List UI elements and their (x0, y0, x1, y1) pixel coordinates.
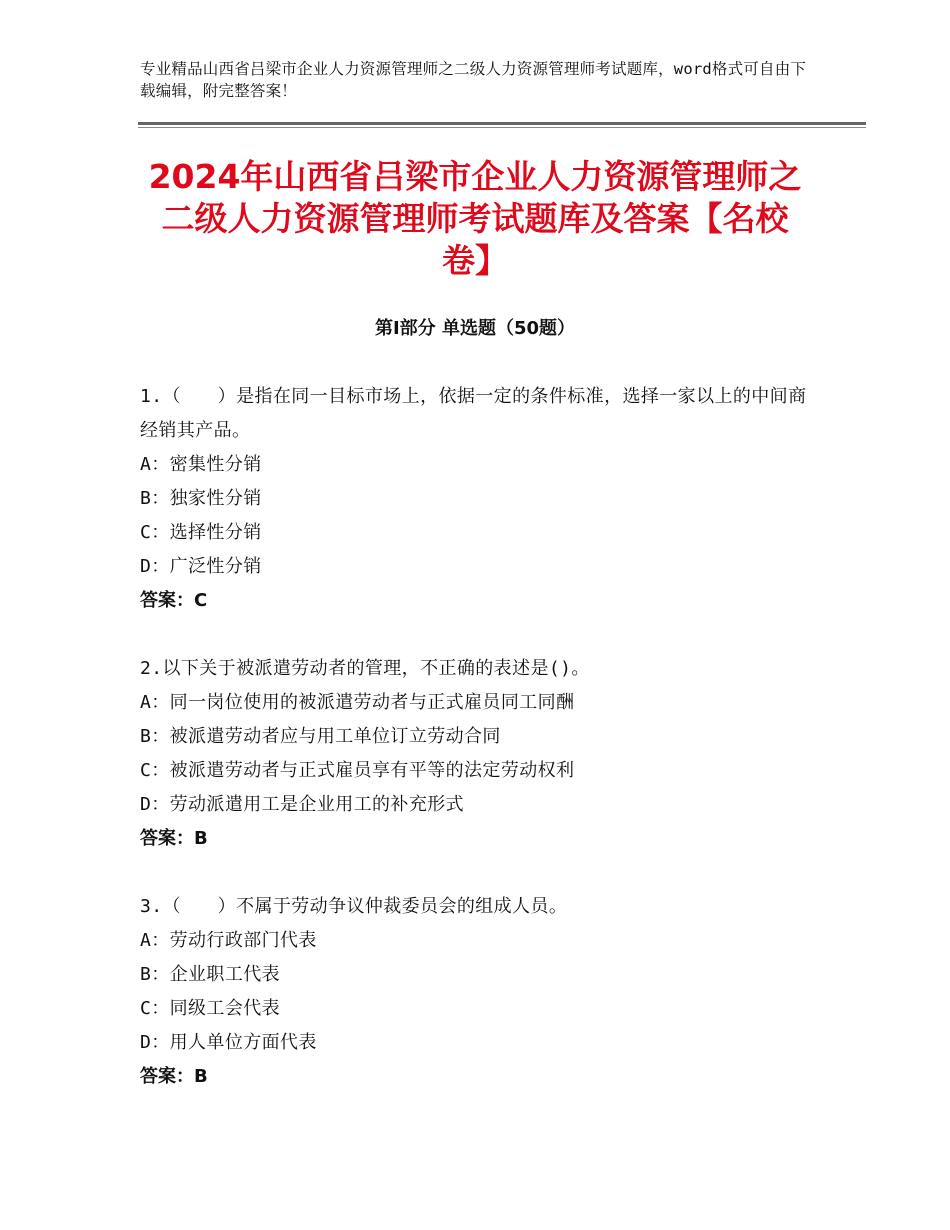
header-divider (138, 122, 866, 125)
header-divider-thin (138, 127, 866, 128)
option-c: C：选择性分销 (140, 522, 262, 543)
answer: 答案：C (140, 590, 208, 611)
question-stem: 1.（ ）是指在同一目标市场上，依据一定的条件标准，选择一家以上的中间商经销其产品。 (140, 386, 807, 441)
answer: 答案：B (140, 1066, 208, 1087)
document-title: 2024年山西省吕梁市企业人力资源管理师之二级人力资源管理师考试题库及答案【名校卷】 (148, 157, 802, 280)
option-d: D：用人单位方面代表 (140, 1032, 317, 1053)
option-d: D：广泛性分销 (140, 556, 262, 577)
option-a: A：同一岗位使用的被派遣劳动者与正式雇员同工同酬 (140, 692, 575, 713)
answer: 答案：B (140, 828, 208, 849)
question-list (140, 380, 820, 1094)
option-b: B：独家性分销 (140, 488, 262, 509)
question-3 (140, 890, 820, 1094)
question-2 (140, 652, 820, 856)
question-spacer (140, 856, 820, 890)
option-b: B：企业职工代表 (140, 964, 281, 985)
question-stem: 3.（ ）不属于劳动争议仲裁委员会的组成人员。 (140, 896, 568, 917)
option-a: A：密集性分销 (140, 454, 262, 475)
section-title: 第Ⅰ部分 单选题（50题） (374, 318, 575, 339)
option-c: C：被派遣劳动者与正式雇员享有平等的法定劳动权利 (140, 760, 575, 781)
option-a: A：劳动行政部门代表 (140, 930, 317, 951)
question-spacer (140, 618, 820, 652)
question-1 (140, 380, 820, 618)
option-c: C：同级工会代表 (140, 998, 281, 1019)
option-d: D：劳动派遣用工是企业用工的补充形式 (140, 794, 465, 815)
header-note: 专业精品山西省吕梁市企业人力资源管理师之二级人力资源管理师考试题库，word格式可自由下载编辑，附完整答案！ (140, 60, 807, 100)
option-b: B：被派遣劳动者应与用工单位订立劳动合同 (140, 726, 501, 747)
question-stem: 2.以下关于被派遣劳动者的管理，不正确的表述是()。 (140, 658, 590, 679)
